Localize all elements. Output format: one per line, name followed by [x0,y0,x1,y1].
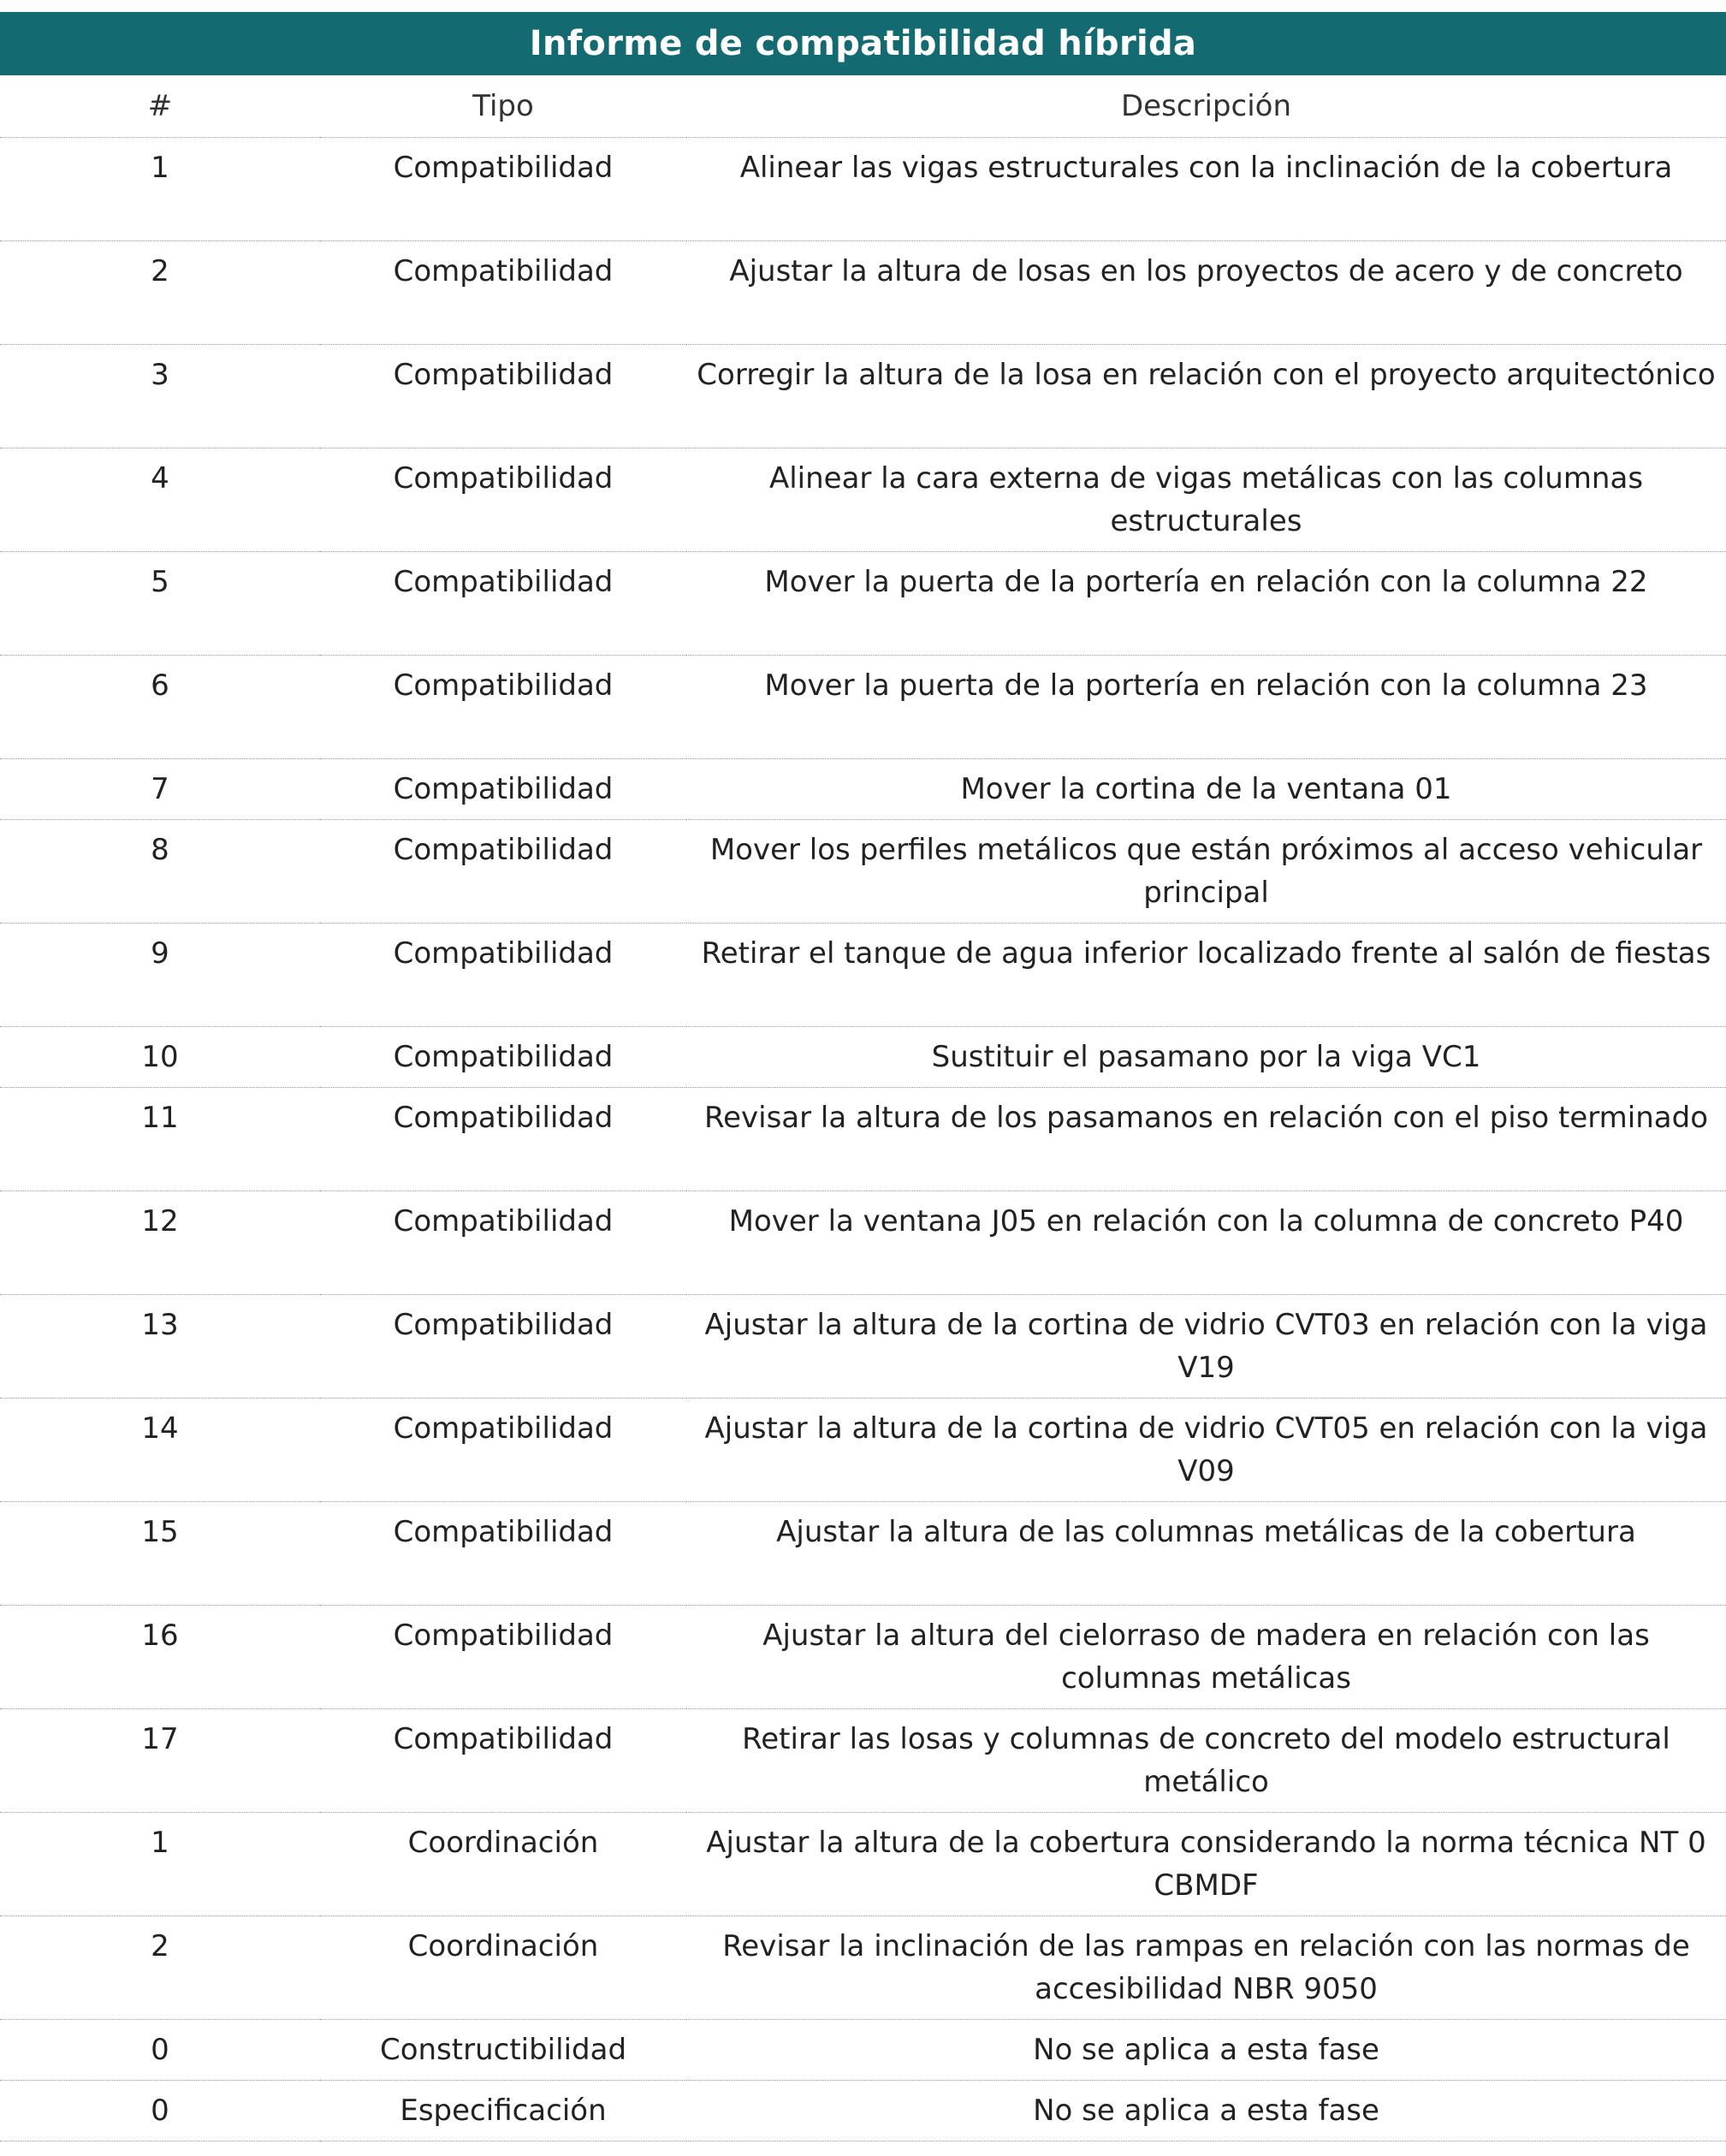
cell-number-text: 2 [151,254,169,288]
cell-type [320,1399,686,1502]
cell-type-text: Compatibilidad [393,1308,614,1342]
table-row [0,820,1726,924]
table-row [0,1813,1726,1916]
cell-number [0,552,320,656]
cell-type-text: Compatibilidad [393,461,614,496]
cell-type [320,345,686,448]
cell-description-text: Ajustar la altura de losas en los proyectos de acero y de concreto [729,254,1683,288]
cell-description-text: Ajustar la altura de la cortina de vidrio CVT05 en relación con la viga V09 [704,1411,1708,1488]
cell-type [320,1813,686,1916]
cell-description [686,924,1726,1027]
cell-description-text: Mover la cortina de la ventana 01 [960,772,1452,806]
cell-description-text: Retirar el tanque de agua inferior localizado frente al salón de fiestas [701,936,1711,971]
table-row [0,1709,1726,1813]
cell-number-text: 14 [141,1411,179,1446]
cell-type-text: Coordinación [407,1929,599,1963]
cell-number [0,2020,320,2081]
table-row [0,1088,1726,1191]
table-row [0,1916,1726,2020]
cell-number-text: 1 [151,151,169,185]
table-row [0,448,1726,552]
cell-number [0,1916,320,2020]
table-row [0,1027,1726,1088]
cell-number [0,1813,320,1916]
table-row [0,1399,1726,1502]
cell-description [686,552,1726,656]
cell-description-text: Revisar la altura de los pasamanos en relación con el piso terminado [704,1101,1708,1135]
cell-description [686,1502,1726,1606]
cell-number [0,1191,320,1295]
cell-number [0,1606,320,1709]
cell-number [0,138,320,241]
cell-type [320,1502,686,1606]
cell-description-text: Revisar la inclinación de las rampas en relación con las normas de accesibilidad NBR 9050 [722,1929,1690,2006]
cell-type-text: Compatibilidad [393,1204,614,1238]
cell-number [0,1709,320,1813]
table-row [0,1502,1726,1606]
header-row [0,75,1726,138]
cell-description [686,656,1726,759]
cell-type-text: Compatibilidad [393,358,614,392]
cell-description-text: Ajustar la altura de la cortina de vidrio CVT03 en relación con la viga V19 [704,1308,1708,1385]
cell-type-text: Compatibilidad [393,254,614,288]
table-body [0,138,1726,2141]
cell-type-text: Compatibilidad [393,833,614,867]
cell-type [320,820,686,924]
cell-number-text: 13 [141,1308,179,1342]
cell-description-text: Ajustar la altura de la cobertura considerando la norma técnica NT 0 CBMDF [706,1826,1706,1903]
cell-number [0,448,320,552]
cell-type [320,1191,686,1295]
cell-description [686,138,1726,241]
cell-number-text: 4 [151,461,169,496]
table-row [0,1606,1726,1709]
cell-type-text: Compatibilidad [393,1722,614,1756]
cell-number [0,1502,320,1606]
cell-description [686,759,1726,820]
cell-description-text: Mover los perfiles metálicos que están próximos al acceso vehicular principal [709,833,1703,910]
cell-type [320,2081,686,2141]
table-row [0,345,1726,448]
cell-type [320,656,686,759]
cell-description [686,1399,1726,1502]
cell-description-text: No se aplica a esta fase [1033,2094,1379,2128]
cell-type [320,1027,686,1088]
cell-type [320,138,686,241]
table-row [0,138,1726,241]
cell-number-text: 6 [151,668,169,703]
cell-type-text: Compatibilidad [393,1515,614,1549]
cell-number-text: 9 [151,936,169,971]
cell-number-text: 8 [151,833,169,867]
cell-type-text: Compatibilidad [393,936,614,971]
cell-type [320,552,686,656]
cell-number-text: 1 [151,1826,169,1860]
cell-description [686,1295,1726,1399]
cell-description [686,448,1726,552]
table-row [0,241,1726,345]
cell-type-text: Compatibilidad [393,1101,614,1135]
cell-type [320,924,686,1027]
cell-description-text: Alinear las vigas estructurales con la inclinación de la cobertura [739,151,1673,185]
cell-type-text: Compatibilidad [393,1618,614,1653]
cell-number-text: 0 [151,2094,169,2128]
cell-description [686,1709,1726,1813]
cell-description-text: Sustituir el pasamano por la viga VC1 [931,1040,1481,1074]
table-row [0,1191,1726,1295]
cell-description-text: Mover la puerta de la portería en relación con la columna 23 [764,668,1648,703]
cell-type-text: Compatibilidad [393,1040,614,1074]
cell-type [320,1606,686,1709]
cell-number-text: 11 [141,1101,179,1135]
cell-description-text: Corregir la altura de la losa en relación con el proyecto arquitectónico [697,358,1716,392]
table-row [0,759,1726,820]
cell-type [320,2020,686,2081]
table-row [0,656,1726,759]
cell-number-text: 2 [151,1929,169,1963]
cell-type-text: Compatibilidad [393,772,614,806]
cell-type-text: Constructibilidad [379,2033,627,2067]
cell-number-text: 0 [151,2033,169,2067]
cell-description [686,2081,1726,2141]
header-number: # [0,75,320,138]
cell-type-text: Especificación [400,2094,607,2128]
table-row [0,2020,1726,2081]
cell-number-text: 5 [151,565,169,599]
compatibility-report [0,12,1726,2141]
cell-number-text: 7 [151,772,169,806]
header-type: Tipo [320,75,686,138]
cell-number [0,1399,320,1502]
cell-description [686,241,1726,345]
cell-type-text: Compatibilidad [393,565,614,599]
cell-number [0,1295,320,1399]
cell-type [320,1709,686,1813]
cell-number [0,656,320,759]
cell-number [0,2081,320,2141]
cell-type [320,759,686,820]
cell-number-text: 12 [141,1204,179,1238]
cell-number [0,759,320,820]
cell-description-text: Mover la ventana J05 en relación con la columna de concreto P40 [728,1204,1684,1238]
cell-description [686,345,1726,448]
cell-description-text: Ajustar la altura del cielorraso de madera en relación con las columnas metálicas [762,1618,1650,1696]
cell-description [686,1606,1726,1709]
cell-number [0,1088,320,1191]
cell-description [686,1813,1726,1916]
cell-type-text: Compatibilidad [393,151,614,185]
cell-number-text: 17 [141,1722,179,1756]
report-title: Informe de compatibilidad híbrida [0,12,1726,75]
cell-description-text: Ajustar la altura de las columnas metálicas de la cobertura [776,1515,1636,1549]
cell-description [686,820,1726,924]
cell-number [0,820,320,924]
cell-type [320,1295,686,1399]
cell-description [686,2020,1726,2081]
cell-number [0,241,320,345]
report-table [0,75,1726,2141]
cell-type [320,448,686,552]
cell-type [320,241,686,345]
cell-type-text: Coordinación [407,1826,599,1860]
cell-number-text: 16 [141,1618,179,1653]
table-row [0,1295,1726,1399]
cell-description-text: Mover la puerta de la portería en relación con la columna 22 [764,565,1648,599]
cell-number-text: 15 [141,1515,179,1549]
cell-description [686,1191,1726,1295]
cell-type-text: Compatibilidad [393,668,614,703]
cell-number-text: 3 [151,358,169,392]
cell-type [320,1916,686,2020]
cell-description [686,1088,1726,1191]
cell-type-text: Compatibilidad [393,1411,614,1446]
cell-description [686,1916,1726,2020]
table-row [0,2081,1726,2141]
cell-description-text: Alinear la cara externa de vigas metálicas con las columnas estructurales [768,461,1644,538]
cell-number [0,924,320,1027]
cell-number [0,345,320,448]
cell-number-text: 10 [141,1040,179,1074]
cell-type [320,1088,686,1191]
cell-number [0,1027,320,1088]
cell-description-text: Retirar las losas y columnas de concreto del modelo estructural metálico [742,1722,1670,1799]
table-row [0,924,1726,1027]
header-description: Descripción [686,75,1726,138]
cell-description [686,1027,1726,1088]
table-row [0,552,1726,656]
cell-description-text: No se aplica a esta fase [1033,2033,1379,2067]
